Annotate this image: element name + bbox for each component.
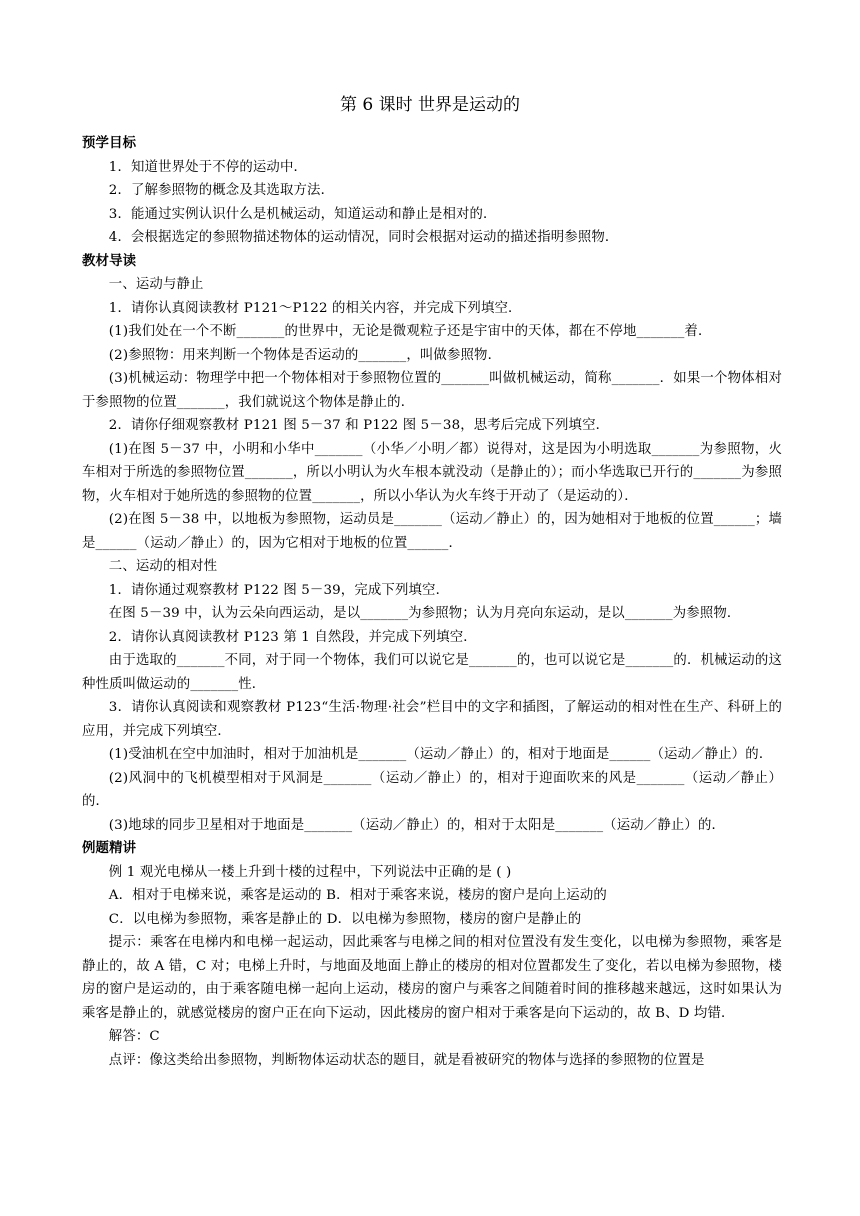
paragraph: 3．请你认真阅读和观察教材 P123“生活·物理·社会”栏目中的文字和插图，了解运动的相对性在生产、科研上的应用，并完成下列填空． xyxy=(82,700,782,739)
paragraph: 二、运动的相对性 xyxy=(108,559,218,574)
paragraph: 解答：C xyxy=(108,1029,160,1044)
paragraph: 4．会根据选定的参照物描述物体的运动情况，同时会根据对运动的描述指明参照物． xyxy=(108,230,619,245)
section-heading: 预学目标 xyxy=(82,136,137,151)
paragraph: (1)受油机在空中加油时，相对于加油机是_______（运动／静止）的，相对于地面是______（运动／静止）的． xyxy=(108,747,773,762)
paragraph: 点评：像这类给出参照物，判断物体运动状态的题目，就是看被研究的物体与选择的参照物的位置是 xyxy=(108,1052,705,1068)
paragraph: (1)我们处在一个不断_______的世界中，无论是微观粒子还是宇宙中的天体，都在不停地_______着． xyxy=(108,324,712,339)
paragraph: 2．请你认真阅读教材 P123 第 1 自然段，并完成下列填空． xyxy=(108,629,477,645)
paragraph: 2．了解参照物的概念及其选取方法． xyxy=(108,183,335,198)
paragraph: 例 1 观光电梯从一楼上升到十楼的过程中，下列说法中正确的是 ( ) xyxy=(108,864,512,880)
paragraph: (3)地球的同步卫星相对于地面是_______（运动／静止）的，相对于太阳是_______（运动／静止）的． xyxy=(108,817,726,833)
paragraph: (1)在图 5－37 中，小明和小华中_______（小华／小明／都）说得对，这是因为小明选取_______为参照物，火车相对于所选的参照物位置_______，所以小明认为火车根本就没动（是静止的）；而小华选取已开行的_______为参照物，火车相对于她所选的参照物的位置_______，所以小华认为火车终于开动了（是运动的）． xyxy=(82,441,782,504)
answer-options: C．以电梯为参照物，乘客是静止的 D．以电梯为参照物，楼房的窗户是静止的 xyxy=(108,911,582,927)
answer-options: A．相对于电梯来说，乘客是运动的 B．相对于乘客来说，楼房的窗户是向上运动的 xyxy=(108,888,607,903)
paragraph: (2)参照物：用来判断一个物体是否运动的_______，叫做参照物． xyxy=(108,347,502,363)
paragraph: 1．请你认真阅读教材 P121～P122 的相关内容，并完成下列填空． xyxy=(108,300,522,316)
section-heading: 教材导读 xyxy=(82,253,137,269)
paragraph: 一、运动与静止 xyxy=(108,277,204,292)
section-heading: 例题精讲 xyxy=(82,841,137,856)
document-body xyxy=(82,132,782,1072)
paragraph: (2)风洞中的飞机模型相对于风洞是_______（运动／静止）的，相对于迎面吹来的风是_______（运动／静止）的． xyxy=(82,770,782,809)
paragraph: 2．请你仔细观察教材 P121 图 5－37 和 P122 图 5－38，思考后完成下列填空． xyxy=(108,418,610,433)
paragraph: 3．能通过实例认识什么是机械运动，知道运动和静止是相对的． xyxy=(108,206,497,222)
paragraph: 由于选取的_______不同，对于同一个物体，我们可以说它是_______的，也可以说它是_______的．机械运动的这种性质叫做运动的_______性． xyxy=(82,653,782,692)
paragraph: 提示：乘客在电梯内和电梯一起运动，因此乘客与电梯之间的相对位置没有发生变化，以电梯为参照物，乘客是静止的，故 A 错，C 对；电梯上升时，与地面及地面上静止的楼房的相对位置都发生了变化，若以电梯为参照物，楼房的窗户是运动的，由于乘客随电梯一起向上运动，楼房的窗户与乘客之间随着时间的推移越来越远，这时如果认为乘客是静止的，就感觉楼房的窗户正在向下运动，因此楼房的窗户相对于乘客是向下运动的，故 B、D 均错． xyxy=(82,935,782,1021)
page-title: 第 6 课时 世界是运动的 xyxy=(339,95,521,115)
paragraph: (2)在图 5－38 中，以地板为参照物，运动员是_______（运动／静止）的，因为她相对于地板的位置______；墙是______（运动／静止）的，因为它相对于地板的位置______． xyxy=(82,512,782,551)
paragraph: (3)机械运动：物理学中把一个物体相对于参照物位置的_______叫做机械运动，简称_______．如果一个物体相对于参照物的位置_______，我们就说这个物体是静止的． xyxy=(82,371,782,410)
paragraph: 在图 5－39 中，认为云朵向西运动，是以_______为参照物；认为月亮向东运动，是以_______为参照物． xyxy=(108,606,741,621)
paragraph: 1．请你通过观察教材 P122 图 5－39，完成下列填空． xyxy=(108,582,450,598)
paragraph: 1．知道世界处于不停的运动中． xyxy=(108,159,308,175)
